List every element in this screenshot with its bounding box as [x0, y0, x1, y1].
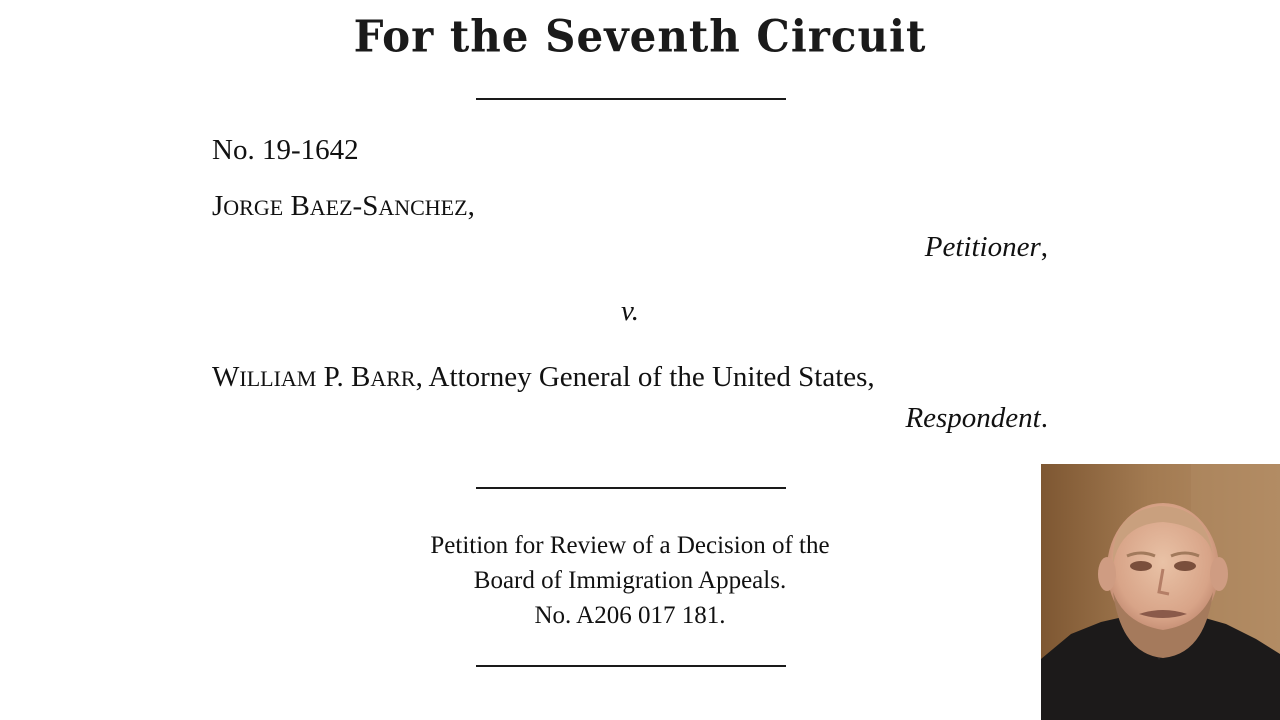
petitioner-role-label: Petitioner [924, 231, 1041, 263]
presenter-webcam [1041, 464, 1280, 720]
petitioner-last-initial: B [290, 190, 310, 222]
petition-line-1: Petition for Review of a Decision of the [430, 532, 830, 559]
versus: v. [621, 295, 639, 327]
petitioner-role [925, 231, 1048, 263]
petitioner-last2-rest: ANCHEZ [378, 195, 468, 220]
court-title: For the Seventh Circuit [353, 10, 927, 63]
respondent-role-label: Respondent [905, 402, 1041, 434]
petitioner-name [212, 190, 475, 224]
section-rule-bottom [476, 665, 786, 667]
respondent-role-punct: . [1040, 402, 1048, 434]
respondent-title: , Attorney General of the United States, [415, 361, 875, 393]
petition-line-3: No. A206 017 181. [534, 602, 726, 629]
petition-line-2: Board of Immigration Appeals. [473, 567, 787, 594]
respondent-first-rest: ILLIAM [239, 366, 317, 391]
respondent-role [905, 402, 1048, 434]
respondent-name [212, 361, 875, 395]
presenter-avatar-icon [1041, 464, 1280, 720]
respondent-middle: P. B [316, 361, 371, 393]
petitioner-role-punct: , [1040, 231, 1048, 263]
petitioner-last-rest: AEZ [309, 195, 353, 220]
section-rule-top [476, 98, 786, 100]
petitioner-first-rest: ORGE [223, 195, 284, 220]
petition-description [330, 528, 930, 633]
section-rule-middle [476, 487, 786, 489]
respondent-last-rest: ARR [370, 366, 416, 391]
petitioner-first-initial: J [212, 190, 224, 222]
petitioner-hyphen-initial: -S [352, 190, 379, 222]
respondent-first-initial: W [212, 361, 240, 393]
petitioner-comma: , [467, 190, 475, 222]
docket-number: No. 19-1642 [212, 134, 359, 166]
